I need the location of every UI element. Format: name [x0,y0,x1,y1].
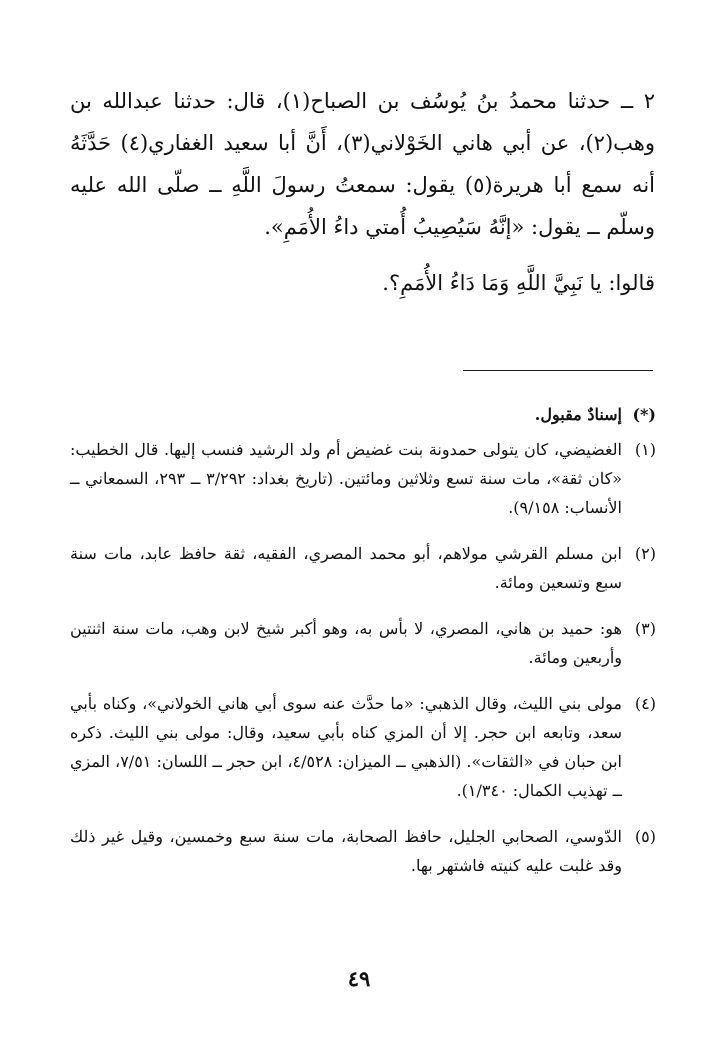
footnote-text: ابن مسلم القرشي مولاهم، أبو محمد المصري، الفقيه، ثقة حافظ عابد، مات سنة سبع وتسعين ومائة. [70,544,622,592]
footnote-number: (٢) [634,544,656,563]
footnotes [70,400,656,897]
footnote-star [70,400,656,429]
footnote-5 [70,822,656,880]
footnote-star-text: إسنادٌ مقبول. [534,405,622,424]
footnote-star-marker: (*) [632,405,656,424]
footnote-2 [70,539,656,597]
footnote-text: مولى بني الليث، وقال الذهبي: «ما حدَّث عنه سوى أبي هاني الخولاني»، وكناه بأبي سعد، وتابعه ابن حجر. إلا أن المزي كناه بأبي سعيد، وقال: مولى بني الليث. ذكره ابن حبان في «الثقات». (الذهبي ــ الميزان: ٤/٥٢٨، ابن حجر ــ اللسان: ٧/٥١، المزي ــ تهذيب الكمال: ١/٣٤٠). [70,694,623,800]
footnote-text: هو: حميد بن هاني، المصري، لا بأس به، وهو أكبر شيخ لابن وهب، مات سنة اثنتين وأربعين ومائة. [70,619,622,667]
footnote-text: الدّوسي، الصحابي الجليل، حافظ الصحابة، مات سنة سبع وخمسين، وقيل غير ذلك وقد غلبت عليه كنيته فاشتهر بها. [70,827,622,875]
footnote-number: (٣) [634,619,656,638]
footnote-4 [70,689,656,805]
footnote-1 [70,435,656,522]
main-text [70,80,655,304]
footnote-number: (٤) [634,694,656,713]
footnote-number: (٥) [634,827,656,846]
footnote-separator [463,370,653,371]
footnote-number: (١) [634,440,656,459]
page-number: ٤٩ [347,966,371,991]
hadith-question: قالوا: يا نَبِيَّ اللَّهِ وَمَا دَاءُ الأُمَمِ؟. [382,271,655,295]
footnote-3 [70,614,656,672]
footnote-text: الغضيضي، كان يتولى حمدونة بنت غضيض أم ولد الرشيد فنسب إليها. قال الخطيب: «كان ثقة»، مات سنة تسع وثلاثين ومائتين. (تاريخ بغداد: ٣/٢٩٢ ــ ٢٩٣، السمعاني ــ الأنساب: ٩/١٥٨). [70,440,623,517]
hadith-paragraph: ٢ ــ حدثنا محمدُ بنُ يُوسُف بن الصباح(١)، قال: حدثنا عبدالله بن وهب(٢)، عن أبي هاني الخَوْلاني(٣)، أَنَّ أبا سعيد الغفاري(٤) حَدَّثَهُ أنه سمع أبا هريرة(٥) يقول: سمعتُ رسولَ اللَّهِ ــ صلّى الله عليه وسلّم ــ يقول: «إنَّهُ سَيُصِيبُ أُمتي داءُ الأُمَمِ». [70,89,655,239]
